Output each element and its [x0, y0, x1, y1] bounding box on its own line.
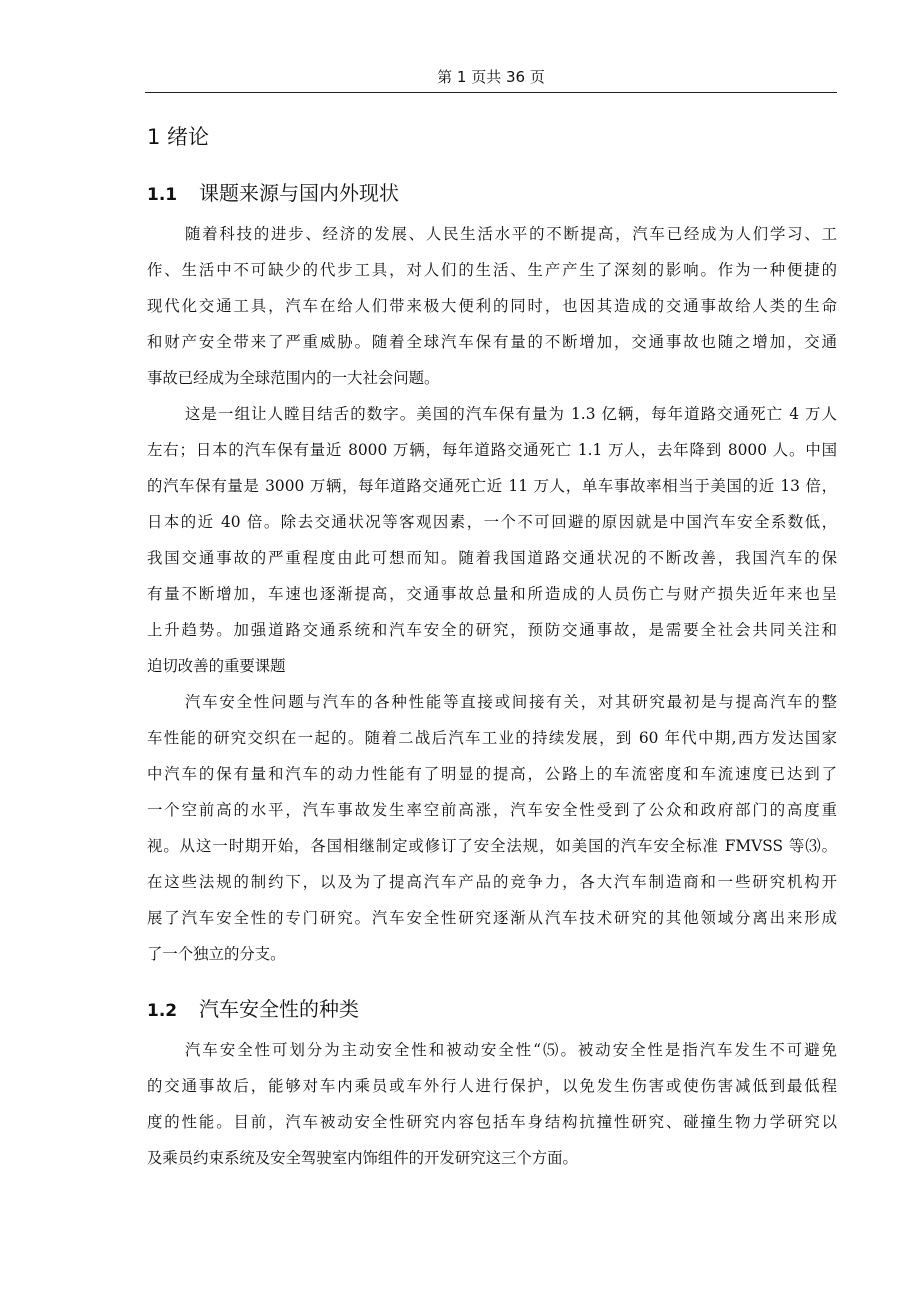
- section-number: 1.1: [147, 185, 178, 205]
- page-number-label: 第 1 页共 36 页: [437, 68, 545, 86]
- text-line: 和财产安全带来了严重威胁。随着全球汽车保有量的不断增加，交通事故也随之增加，交通: [147, 333, 837, 351]
- chapter-title: 1 绪论: [147, 125, 210, 149]
- text-line: 及乘员约束系统及安全驾驶室内饰组件的开发研究这三个方面。: [147, 1149, 578, 1167]
- text-line: 展了汽车安全性的专门研究。汽车安全性研究逐渐从汽车技术研究的其他领域分离出来形成: [147, 909, 837, 927]
- text-line: 在这些法规的制约下，以及为了提高汽车产品的竞争力，各大汽车制造商和一些研究机构开: [147, 873, 837, 891]
- text-line: 作、生活中不可缺少的代步工具，对人们的生活、生产产生了深刻的影响。作为一种便捷的: [147, 261, 837, 279]
- section-title: 课题来源与国内外现状: [199, 181, 399, 205]
- text-line: 有量不断增加，车速也逐渐提高，交通事故总量和所造成的人员伤亡与财产损失近年来也呈: [147, 585, 837, 603]
- text-line: 视。从这一时期开始，各国相继制定或修订了安全法规，如美国的汽车安全标准 FMVSS 等⑶。: [147, 837, 837, 855]
- section-title: 汽车安全性的种类: [199, 997, 359, 1021]
- text-line: 事故已经成为全球范围内的一大社会问题。: [147, 369, 440, 387]
- section-number: 1.2: [147, 1001, 178, 1021]
- text-line: 的交通事故后，能够对车内乘员或车外行人进行保护，以免发生伤害或使伤害减低到最低程: [147, 1077, 837, 1095]
- text-line: 度的性能。目前，汽车被动安全性研究内容包括车身结构抗撞性研究、碰撞生物力学研究以: [147, 1113, 837, 1131]
- text-line: 的汽车保有量是 3000 万辆，每年道路交通死亡近 11 万人，单车事故率相当于美国的近 13 倍，: [147, 477, 837, 495]
- text-line: 现代化交通工具，汽车在给人们带来极大便利的同时，也因其造成的交通事故给人类的生命: [147, 297, 837, 315]
- page-header: [145, 66, 837, 93]
- paragraph: [147, 684, 837, 972]
- text-line: 汽车安全性问题与汽车的各种性能等直接或间接有关，对其研究最初是与提高汽车的整: [185, 693, 837, 711]
- text-line: 左右；日本的汽车保有量近 8000 万辆，每年道路交通死亡 1.1 万人，去年降到 8000 人。中国: [147, 441, 837, 459]
- text-line: 中汽车的保有量和汽车的动力性能有了明显的提高，公路上的车流密度和车流速度已达到了: [147, 765, 837, 783]
- paragraph: [147, 396, 837, 684]
- text-line: 车性能的研究交织在一起的。随着二战后汽车工业的持续发展，到 60 年代中期,西方发达国家: [147, 729, 837, 747]
- text-line: 上升趋势。加强道路交通系统和汽车安全的研究，预防交通事故，是需要全社会共同关注和: [147, 621, 837, 639]
- text-line: 了一个独立的分支。: [147, 945, 286, 963]
- section-heading-1-1: [147, 178, 399, 210]
- text-line: 这是一组让人瞠目结舌的数字。美国的汽车保有量为 1.3 亿辆，每年道路交通死亡 4 万人: [185, 405, 837, 423]
- paragraph: [147, 1032, 837, 1176]
- section-heading-1-2: [147, 994, 359, 1026]
- text-line: 迫切改善的重要课题: [147, 657, 286, 675]
- text-line: 随着科技的进步、经济的发展、人民生活水平的不断提高，汽车已经成为人们学习、工: [185, 225, 837, 243]
- text-line: 我国交通事故的严重程度由此可想而知。随着我国道路交通状况的不断改善，我国汽车的保: [147, 549, 837, 567]
- text-line: 日本的近 40 倍。除去交通状况等客观因素，一个不可回避的原因就是中国汽车安全系数低，: [147, 513, 837, 531]
- text-line: 汽车安全性可划分为主动安全性和被动安全性“⑸。被动安全性是指汽车发生不可避免: [185, 1041, 837, 1059]
- paragraph: [147, 216, 837, 396]
- text-line: 一个空前高的水平，汽车事故发生率空前高涨，汽车安全性受到了公众和政府部门的高度重: [147, 801, 837, 819]
